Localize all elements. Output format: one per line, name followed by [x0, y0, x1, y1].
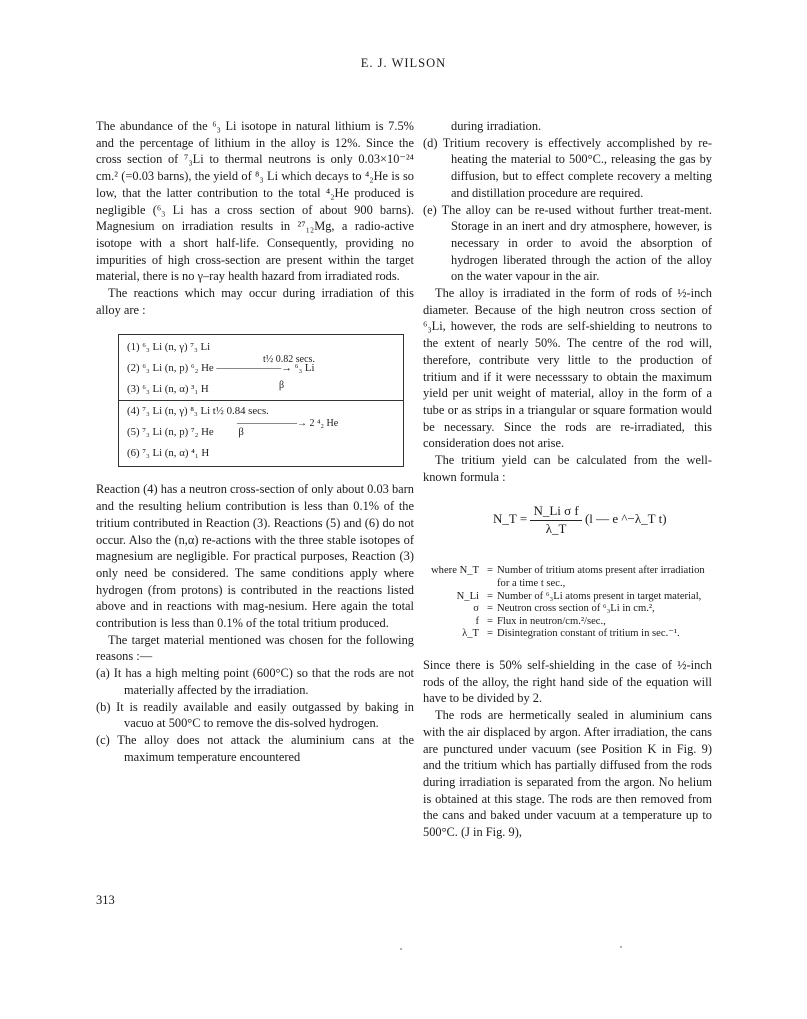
reaction-1: (1) ⁶₃ Li (n, γ) ⁷₃ Li — [127, 341, 211, 354]
definition-symbol-nt: N_T — [459, 565, 479, 577]
reactions-group-li6 — [119, 337, 403, 400]
equation-denominator: λ_T — [545, 521, 567, 537]
reactions-table — [118, 334, 404, 467]
paragraph-rods: The alloy is irradiated in the form of rods of ½-inch diameter. Because of the high neutron cross section of ⁶₃Li, however, the rods are self-shielding to neutrons to the extent of nearly 50%. The centre of the rod will, therefore, contribute very little to the production of tritium and if it were necesssary to obtain the maximum yield per unit weight of material, alloy in the form of a tube or as strips in a triangular or square formation would be necessary. Since the rods are re-irradiated, this consideration does not arise. — [423, 286, 712, 451]
definition-text: Number of tritium atoms present after irradiation for a time t sec., — [497, 565, 705, 590]
equals-sign: = — [487, 628, 493, 640]
definition-text: Flux in neutron/cm.²/sec., — [497, 615, 606, 627]
equation-numerator: N_Li σ f — [530, 503, 581, 521]
scan-speck — [620, 946, 622, 948]
reaction-5-beta: β — [238, 426, 244, 439]
equation-lhs: N_T = — [493, 511, 528, 527]
reaction-2-beta: β — [279, 380, 285, 392]
equation-rhs: (l — e ^−λ_T t) — [584, 511, 667, 527]
reason-b: (b) It is readily available and easily outgassed by baking in vacuo at 500°C to remove the dis-solved hydrogen. — [96, 699, 414, 731]
paragraph-isotope-abundance: The abundance of the ⁶₃ Li isotope in natural lithium is 7.5% and the percentage of lithium in the alloy is 12%. Since the cross section of ⁷₃Li to thermal neutrons is only 0.03×10⁻²⁴ cm.² (=0.03 barns), the yield of ⁸₃ Li which decays to ⁴₂He is so low, that the latter contribution to the total ⁴₂He produced is negligible (⁶₃ Li has a cross section of about 900 barns). Magnesium on irradiation results in ²⁷₁₂Mg, a radio-active isotope with a short half-life. Consequently, providing no impurities of high cross-section are present within the target material, there is no γ–ray health hazard from irradiated rods. — [96, 119, 414, 284]
definition-row — [423, 591, 712, 604]
reason-c: (c) The alloy does not attack the aluminium cans at the maximum temperature encountered — [96, 732, 414, 764]
definition-row — [423, 603, 712, 616]
reaction-2-arrow: ——————→ ⁶₃ Li — [216, 362, 315, 375]
paragraph-aluminium-cans: The rods are hermetically sealed in aluminium cans with the air displaced by argon. After irradiation, the cans are punctured under vacuum (see Position K in Fig. 9) and the tritium which has partially diffused from the rods during irradiation is separated from the argon. No helium is obtained at this stage. The rods are then removed from the cans and baked under vacuum at a temperature up to 500°C. (J in Fig. 9), — [423, 708, 712, 840]
paragraph-reaction-4: Reaction (4) has a neutron cross-section of only about 0.03 barn and the resulting helium contribution is less than 0.1% of the tritium contributed in Reaction (3). Reactions (5) and (6) do not occur. Also the (n,α) re-actions with the three stable isotopes of magnesium are negligible. For practical purposes, Reaction (3) only need be considered. The same conditions apply where hydrogen (from protons) is contributed in the reactions listed above and in reactions with mag-nesium. Here again the total contribution is less than 0.1% of the total tritium produced. — [96, 482, 414, 631]
definition-text: Neutron cross section of ⁶₃Li in cm.², — [497, 603, 655, 615]
reaction-2-lhs: (2) ⁶₃ Li (n, p) ⁶₂ He — [127, 362, 214, 375]
reaction-6: (6) ⁷₃ Li (n, α) ⁴₁ H — [127, 447, 210, 460]
reason-e: (e) The alloy can be re-used without further treat-ment. Storage in an inert and dry atmosphere, however, is necessary in order to avoid the absorption of hydrogen liberated through the action of the alloy on the water vapour in the air. — [423, 202, 712, 284]
definition-text: Disintegration constant of tritium in sec.⁻¹. — [497, 628, 680, 640]
paragraph-self-shielding: Since there is 50% self-shielding in the case of ½-inch rods of the alloy, the right hand side of the equation will have to be divided by 2. — [423, 658, 712, 706]
definition-row — [423, 565, 712, 590]
scan-speck — [400, 948, 402, 950]
definition-symbol — [423, 565, 483, 590]
reason-c-continued: during irradiation. — [451, 119, 542, 133]
definition-row — [423, 628, 712, 641]
symbol-definitions — [423, 565, 712, 641]
page-number: 313 — [96, 893, 115, 907]
equation-fraction — [530, 503, 581, 537]
reaction-4-halflife: t½ 0.84 secs. — [212, 405, 269, 418]
definition-symbol: N_Li — [456, 590, 479, 602]
reaction-4-lhs: (4) ⁷₃ Li (n, γ) ⁸₃ Li — [127, 405, 211, 418]
paragraph-reasons-intro: The target material mentioned was chosen for the following reasons :— — [96, 632, 414, 664]
paragraph-reactions-intro: The reactions which may occur during irradiation of this alloy are : — [96, 286, 414, 317]
definition-symbol: f — [475, 615, 479, 627]
definition-symbol: λ_T — [462, 628, 479, 640]
reason-a: (a) It has a high melting point (600°C) so that the rods are not materially affected by the irradiation. — [96, 666, 414, 697]
reaction-2-halflife: t½ 0.82 secs. — [263, 354, 315, 366]
equals-sign: = — [487, 565, 493, 577]
reaction-5-lhs: (5) ⁷₃ Li (n, p) ⁷₂ He — [127, 426, 214, 439]
paragraph-formula-intro: The tritium yield can be calculated from the well-known formula : — [423, 453, 712, 484]
equals-sign: = — [487, 603, 493, 615]
definition-symbol: σ — [473, 603, 479, 615]
definition-text: Number of ⁶₃Li atoms present in target material, — [497, 590, 702, 602]
equals-sign: = — [487, 615, 493, 627]
where-label: where — [431, 565, 457, 577]
reactions-group-li7 — [119, 400, 403, 464]
reaction-3: (3) ⁶₃ Li (n, α) ³₁ H — [127, 383, 209, 396]
right-column — [423, 118, 712, 841]
tritium-yield-equation — [423, 503, 712, 549]
definition-row — [423, 616, 712, 629]
left-column — [96, 118, 414, 765]
reaction-4-arrow: ——————→ 2 ⁴₂ He — [237, 418, 339, 430]
equals-sign: = — [487, 590, 493, 602]
running-header: E. J. WILSON — [360, 56, 447, 70]
reason-d: (d) Tritium recovery is effectively accomplished by re-heating the material to 500°C., releasing the gas by diffusion, but to effect complete recovery a melting and distillation procedure are required. — [423, 135, 712, 200]
